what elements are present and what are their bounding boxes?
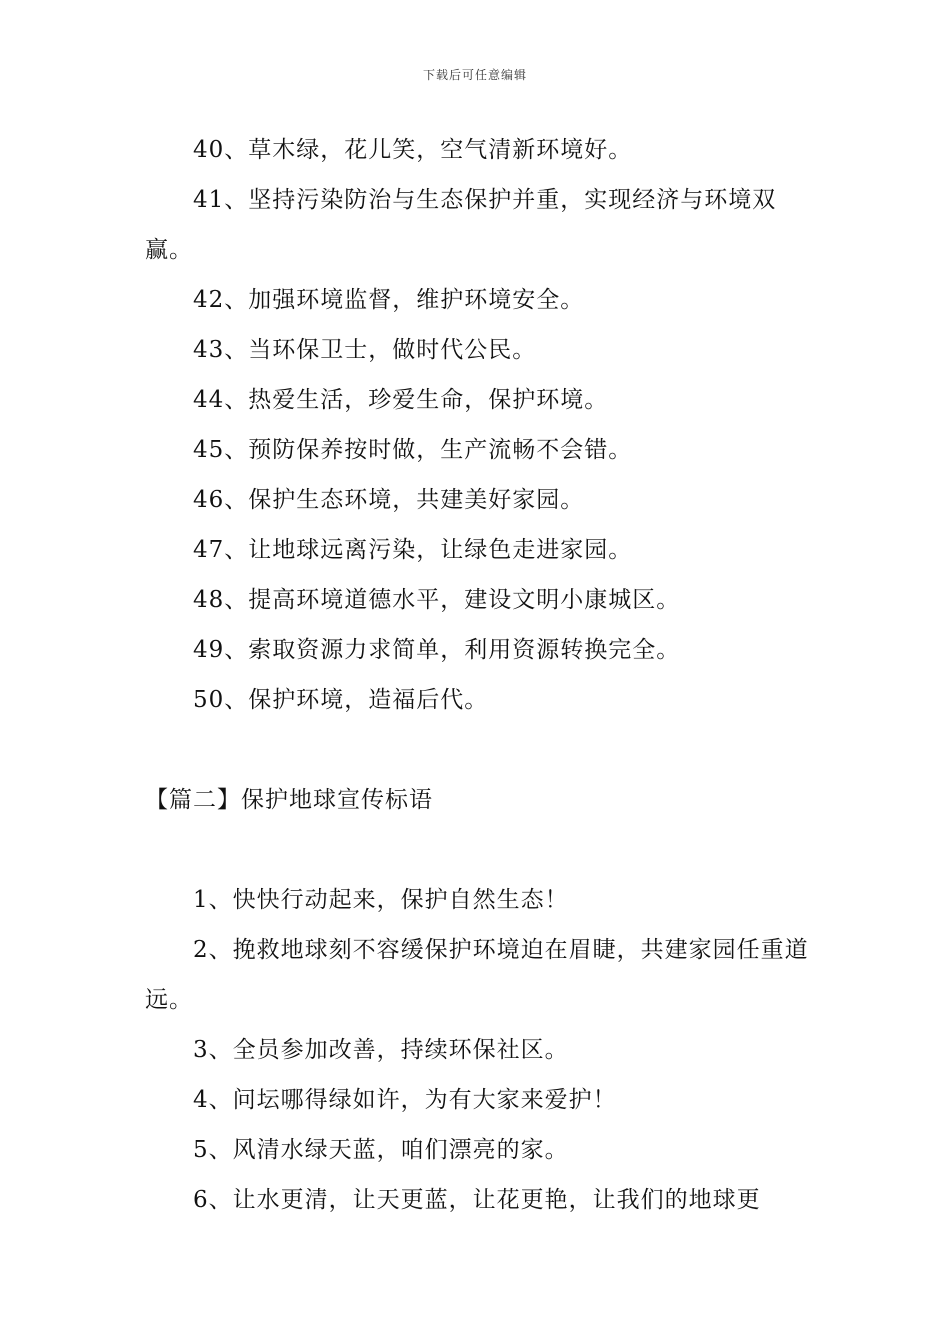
section-title: 【篇二】保护地球宣传标语: [145, 787, 433, 813]
slogan-item: 50、保护环境，造福后代。: [193, 687, 489, 713]
slogan-item: 40、草木绿，花儿笑，空气清新环境好。: [193, 137, 633, 163]
slogan-item: 42、加强环境监督，维护环境安全。: [193, 287, 585, 313]
header-note: 下载后可任意编辑: [422, 68, 527, 82]
slogan-item: 3、全员参加改善，持续环保社区。: [193, 1037, 569, 1063]
slogan-item: 48、提高环境道德水平，建设文明小康城区。: [193, 587, 681, 613]
slogan-item: 49、索取资源力求简单，利用资源转换完全。: [193, 637, 681, 663]
slogan-item: 43、当环保卫士，做时代公民。: [193, 337, 537, 363]
slogan-item: 41、坚持污染防治与生态保护并重，实现经济与环境双赢。: [145, 187, 777, 263]
slogan-item: 2、挽救地球刻不容缓保护环境迫在眉睫，共建家园任重道远。: [145, 937, 809, 1013]
slogan-item: 4、问坛哪得绿如许，为有大家来爱护！: [193, 1087, 617, 1113]
slogan-item: 6、让水更清，让天更蓝，让花更艳，让我们的地球更: [193, 1187, 761, 1213]
slogan-item: 46、保护生态环境，共建美好家园。: [193, 487, 585, 513]
slogan-item: 45、预防保养按时做，生产流畅不会错。: [193, 437, 633, 463]
document-body: [145, 125, 815, 1225]
slogan-item: 5、风清水绿天蓝，咱们漂亮的家。: [193, 1137, 569, 1163]
slogan-list-part2: [145, 875, 815, 1225]
slogan-item: 47、让地球远离污染，让绿色走进家园。: [193, 537, 633, 563]
slogan-item: 1、快快行动起来，保护自然生态！: [193, 887, 569, 913]
slogan-list-part1: [145, 125, 815, 725]
slogan-item: 44、热爱生活，珍爱生命，保护环境。: [193, 387, 609, 413]
